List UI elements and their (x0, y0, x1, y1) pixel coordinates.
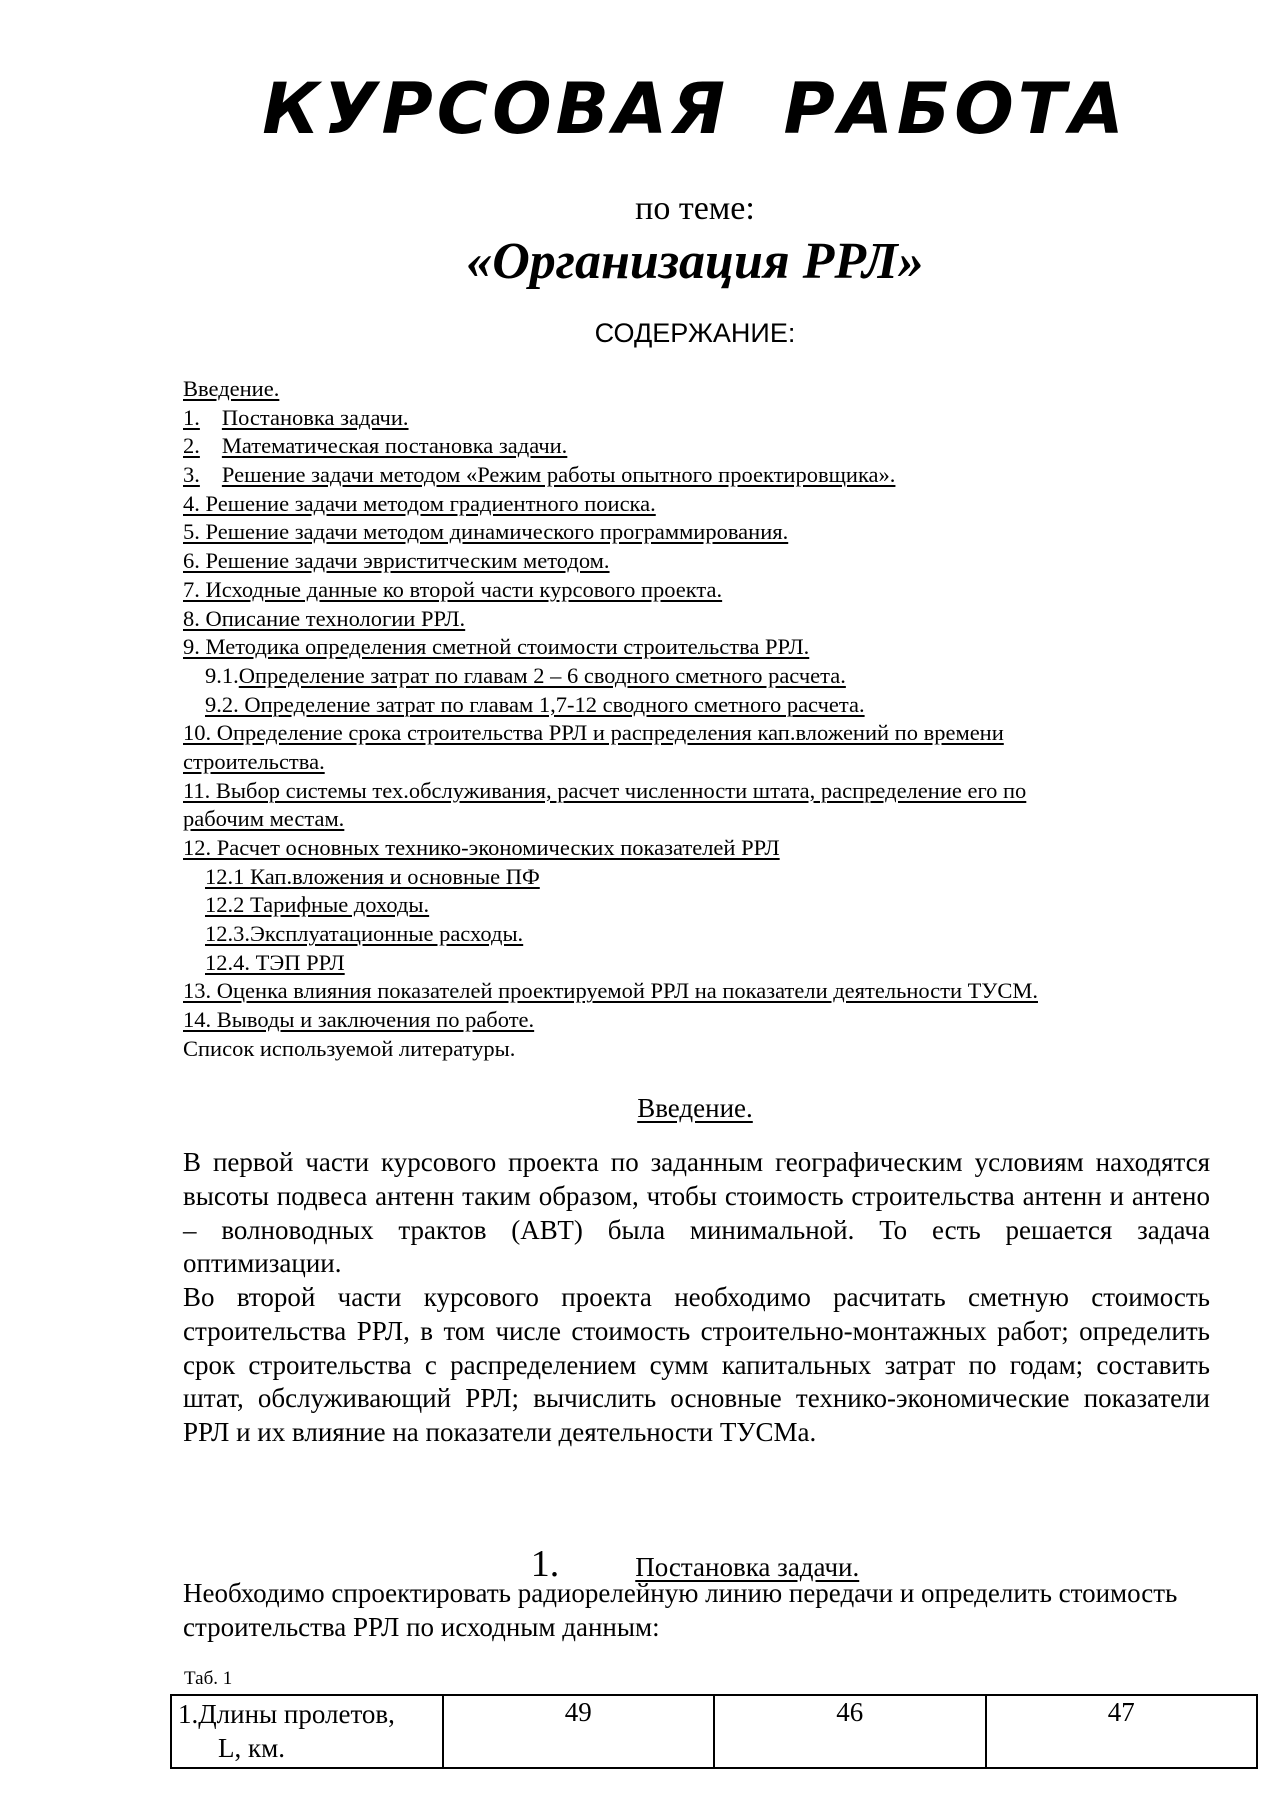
toc-item-continuation[interactable] (183, 748, 1213, 777)
toc-subitem[interactable] (183, 949, 1213, 978)
toc-link[interactable] (183, 462, 895, 487)
section-1-paragraph: Необходимо спроектировать радиорелейную линию передачи и определить стоимость строительства РРЛ по исходным данным: (183, 1578, 1178, 1642)
toc-number: 2. (183, 433, 200, 459)
document-subtitle: по теме: (635, 190, 755, 227)
row-label-line-2: L, км. (218, 1733, 285, 1763)
toc-item[interactable] (183, 404, 1213, 433)
toc-link[interactable]: рабочим местам. (183, 806, 345, 832)
toc-link[interactable]: 5. Решение задачи методом динамического программирования. (183, 519, 789, 545)
document-title: КУРСОВАЯ РАБОТА (262, 68, 1128, 150)
toc-item[interactable] (183, 1006, 1213, 1035)
table-of-contents (183, 375, 1213, 1064)
section-number: 1. (530, 1543, 560, 1585)
table-caption: Таб. 1 (184, 1668, 233, 1689)
table-cell: 49 (443, 1695, 715, 1768)
table-row (171, 1695, 1257, 1768)
toc-link[interactable]: 7. Исходные данные ко второй части курсового проекта. (183, 576, 723, 602)
toc-item[interactable] (183, 461, 1213, 490)
toc-link[interactable]: 12.4. ТЭП РРЛ (205, 949, 345, 975)
toc-heading: СОДЕРЖАНИЕ: (594, 318, 796, 348)
toc-subitem[interactable] (183, 891, 1213, 920)
toc-text: Список используемой литературы. (183, 1035, 516, 1061)
toc-number: 9.1. (205, 662, 239, 688)
document-topic: «Организация РРЛ» (466, 233, 924, 290)
intro-paragraph-1: В первой части курсового проекта по заданным географическим условиям находятся высоты подвеса антенн таким образом, чтобы стоимость строительства антенн и антено – волноводных трактов (АВТ) была минимальной. То есть решается задача оптимизации. (183, 1147, 1210, 1279)
toc-link[interactable]: 12.1 Кап.вложения и основные ПФ (205, 863, 540, 889)
intro-heading (0, 1093, 1280, 1124)
toc-item (183, 1035, 1213, 1064)
toc-item[interactable] (183, 605, 1213, 634)
toc-link[interactable]: 12. Расчет основных технико-экономических показателей РРЛ (183, 835, 780, 860)
toc-item[interactable] (183, 834, 1213, 863)
input-data-table (170, 1694, 1258, 1769)
toc-link[interactable]: 9. Методика определения сметной стоимости строительства РРЛ. (183, 634, 810, 660)
toc-number: 1. (183, 404, 200, 430)
toc-subitem[interactable] (183, 920, 1213, 949)
section-heading-text: Постановка задачи. (635, 1552, 860, 1582)
toc-text: Решение задачи методом «Режим работы опытного проектировщика». (221, 462, 896, 488)
toc-text: Математическая постановка задачи. (221, 433, 568, 459)
toc-link[interactable]: 6. Решение задачи эвриститческим методом. (183, 548, 610, 574)
toc-item[interactable] (183, 432, 1213, 461)
toc-item[interactable] (183, 547, 1213, 576)
toc-link[interactable]: 13. Оценка влияния показателей проектируемой РРЛ на показатели деятельности ТУСМ. (183, 978, 1038, 1004)
toc-item[interactable] (183, 375, 1213, 404)
table-cell: 46 (714, 1695, 986, 1768)
toc-item[interactable] (183, 719, 1213, 748)
toc-link[interactable]: 9.2. Определение затрат по главам 1,7-12 сводного сметного расчета. (205, 691, 865, 717)
toc-link[interactable]: 11. Выбор системы тех.обслуживания, расчет численности штата, распределение его по (183, 777, 1027, 803)
toc-item[interactable] (183, 777, 1213, 806)
toc-item[interactable] (183, 518, 1213, 547)
toc-item-continuation[interactable] (183, 805, 1213, 834)
toc-link[interactable]: 10. Определение срока строительства РРЛ и распределения кап.вложений по времени (183, 720, 1004, 746)
intro-heading-text: Введение. (637, 1093, 753, 1123)
toc-link[interactable]: Определение затрат по главам 2 – 6 сводного сметного расчета. (238, 662, 846, 688)
toc-item[interactable] (183, 576, 1213, 605)
toc-text: Постановка задачи. (221, 404, 409, 430)
toc-subitem[interactable] (183, 691, 1213, 720)
toc-item[interactable] (183, 977, 1213, 1006)
toc-link[interactable]: Введение. (183, 376, 280, 401)
toc-link[interactable]: 12.2 Тарифные доходы. (205, 892, 430, 918)
table-row-label (171, 1695, 443, 1768)
toc-subitem[interactable] (183, 863, 1213, 892)
toc-item[interactable] (183, 490, 1213, 519)
row-label-line-1: 1.Длины пролетов, (178, 1699, 395, 1729)
toc-link[interactable]: 12.3.Эксплуатационные расходы. (205, 921, 524, 947)
toc-link[interactable] (183, 433, 567, 458)
toc-link[interactable]: 8. Описание технологии РРЛ. (183, 605, 466, 631)
toc-link[interactable]: 14. Выводы и заключения по работе. (183, 1007, 535, 1033)
toc-link[interactable]: строительства. (183, 748, 325, 774)
toc-link[interactable]: 4. Решение задачи методом градиентного поиска. (183, 490, 656, 516)
toc-subitem[interactable] (183, 662, 1213, 691)
intro-paragraph-2: Во второй части курсового проекта необходимо расчитать сметную стоимость строительства РРЛ, в том числе стоимость строительно-монтажных работ; определить срок строительства с распределением сумм капитальных затрат по годам; составить штат, обслуживающий РРЛ; вычислить основные технико-экономические показатели РРЛ и их влияние на показатели деятельности ТУСМа. (183, 1282, 1210, 1448)
toc-item[interactable] (183, 633, 1213, 662)
toc-number: 3. (183, 462, 200, 488)
toc-link[interactable] (183, 405, 409, 430)
table-cell: 47 (986, 1695, 1258, 1768)
